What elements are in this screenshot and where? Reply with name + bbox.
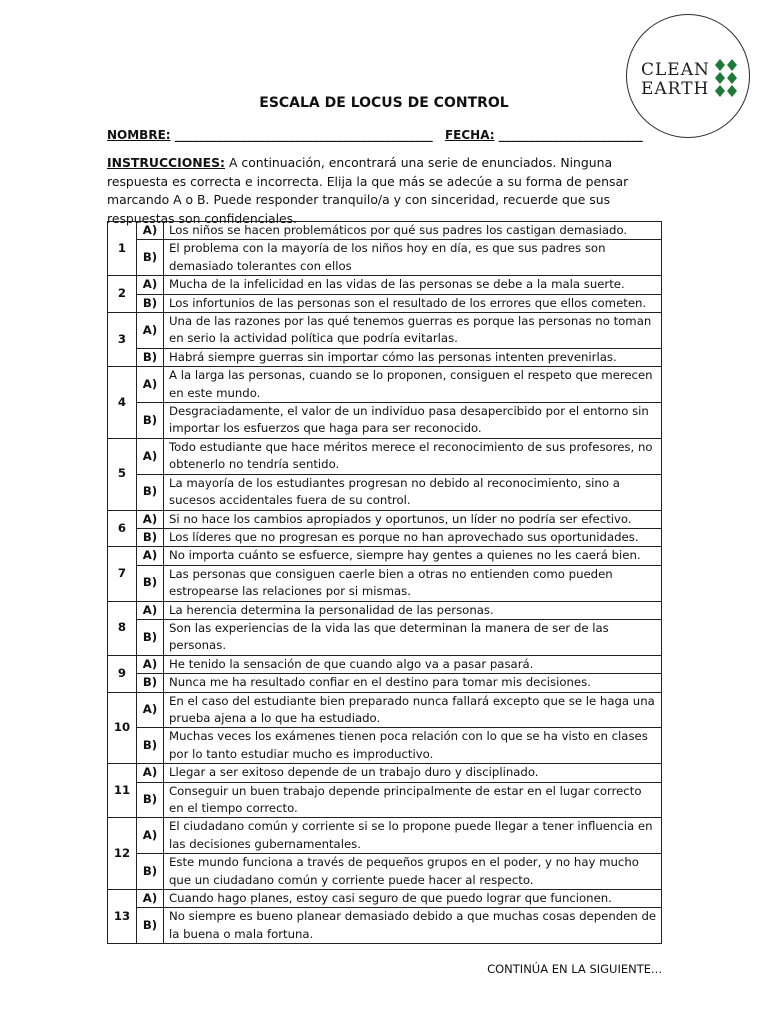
option-a-text: He tenido la sensación de que cuando algo va a pasar pasará.: [164, 655, 662, 673]
question-row: [108, 782, 662, 818]
option-b-label[interactable]: B): [137, 565, 164, 601]
option-b-label[interactable]: B): [137, 619, 164, 655]
question-number: 9: [108, 655, 137, 692]
question-row: [108, 367, 662, 403]
question-row: [108, 438, 662, 474]
question-row: [108, 565, 662, 601]
question-row: [108, 348, 662, 366]
option-b-label[interactable]: B): [137, 403, 164, 439]
question-row: [108, 890, 662, 908]
option-a-label[interactable]: A): [137, 547, 164, 565]
question-row: [108, 294, 662, 312]
form-fields: [107, 128, 643, 142]
option-a-label[interactable]: A): [137, 655, 164, 673]
question-row: [108, 474, 662, 510]
option-a-text: Mucha de la infelicidad en las vidas de las personas se debe a la mala suerte.: [164, 276, 662, 294]
question-row: [108, 692, 662, 728]
name-field[interactable]: ___________________________________________: [174, 128, 433, 142]
date-field[interactable]: ________________________: [498, 128, 643, 142]
option-b-label[interactable]: B): [137, 474, 164, 510]
option-a-label[interactable]: A): [137, 601, 164, 619]
option-a-text: Si no hace los cambios apropiados y oportunos, un líder no podría ser efectivo.: [164, 510, 662, 528]
question-row: [108, 655, 662, 673]
leaf-diamond-icon: [714, 59, 738, 97]
option-a-text: A la larga las personas, cuando se lo proponen, consiguen el respeto que merecen en este mundo.: [164, 367, 662, 403]
option-b-text: Este mundo funciona a través de pequeños grupos en el poder, y no hay mucho que un ciudadano común y corriente puede hacer al respecto.: [164, 854, 662, 890]
option-b-label[interactable]: B): [137, 528, 164, 546]
option-a-label[interactable]: A): [137, 818, 164, 854]
question-number: 11: [108, 764, 137, 818]
question-row: [108, 547, 662, 565]
option-b-label[interactable]: B): [137, 240, 164, 276]
option-a-label[interactable]: A): [137, 764, 164, 782]
option-a-text: Cuando hago planes, estoy casi seguro de que puedo lograr que funcionen.: [164, 890, 662, 908]
option-a-label[interactable]: A): [137, 890, 164, 908]
question-row: [108, 528, 662, 546]
option-b-text: Los líderes que no progresan es porque no han aprovechado sus oportunidades.: [164, 528, 662, 546]
question-number: 1: [108, 222, 137, 276]
option-b-text: Conseguir un buen trabajo depende principalmente de estar en el lugar correcto en el tiempo correcto.: [164, 782, 662, 818]
option-b-text: La mayoría de los estudiantes progresan no debido al reconocimiento, sino a sucesos accidentales fuera de su control.: [164, 474, 662, 510]
option-b-label[interactable]: B): [137, 348, 164, 366]
option-b-text: Desgraciadamente, el valor de un individuo pasa desapercibido por el entorno sin importar los esfuerzos que haga para ser reconocido.: [164, 403, 662, 439]
date-label: FECHA:: [444, 128, 495, 142]
question-row: [108, 619, 662, 655]
question-row: [108, 854, 662, 890]
clean-earth-logo: [626, 14, 750, 138]
question-number: 8: [108, 601, 137, 655]
page-title: ESCALA DE LOCUS DE CONTROL: [259, 95, 509, 111]
option-b-text: Muchas veces los exámenes tienen poca relación con lo que se ha visto en clases por lo tanto estudiar mucho es improductivo.: [164, 728, 662, 764]
question-number: 7: [108, 547, 137, 601]
option-a-label[interactable]: A): [137, 313, 164, 349]
question-number: 5: [108, 438, 137, 510]
question-number: 6: [108, 510, 137, 547]
option-a-label[interactable]: A): [137, 510, 164, 528]
logo-word-clean: CLEAN: [641, 60, 710, 80]
logo-word-earth: EARTH: [641, 79, 710, 99]
question-row: [108, 222, 662, 240]
question-row: [108, 908, 662, 944]
continue-note: CONTINÚA EN LA SIGUIENTE...: [487, 962, 662, 976]
option-a-text: No importa cuánto se esfuerce, siempre hay gentes a quienes no les caerá bien.: [164, 547, 662, 565]
option-a-label[interactable]: A): [137, 276, 164, 294]
question-row: [108, 240, 662, 276]
option-a-text: Llegar a ser exitoso depende de un trabajo duro y disciplinado.: [164, 764, 662, 782]
option-a-label[interactable]: A): [137, 438, 164, 474]
option-b-label[interactable]: B): [137, 294, 164, 312]
question-row: [108, 510, 662, 528]
question-row: [108, 764, 662, 782]
option-b-text: El problema con la mayoría de los niños hoy en día, es que sus padres son demasiado tolerantes con ellos: [164, 240, 662, 276]
question-row: [108, 313, 662, 349]
option-a-text: Una de las razones por las qué tenemos guerras es porque las personas no toman en serio la actividad política que podría evitarlas.: [164, 313, 662, 349]
question-number: 10: [108, 692, 137, 764]
question-row: [108, 601, 662, 619]
option-b-text: Las personas que consiguen caerle bien a otras no entienden como pueden estropearse las relaciones por si mismas.: [164, 565, 662, 601]
option-b-label[interactable]: B): [137, 908, 164, 944]
option-b-text: Habrá siempre guerras sin importar cómo las personas intenten prevenirlas.: [164, 348, 662, 366]
question-row: [108, 674, 662, 692]
instructions: [107, 154, 667, 228]
option-a-label[interactable]: A): [137, 222, 164, 240]
option-a-text: Los niños se hacen problemáticos por qué sus padres los castigan demasiado.: [164, 222, 662, 240]
option-a-text: En el caso del estudiante bien preparado nunca fallará excepto que se le haga una prueba ajena a lo que ha estudiado.: [164, 692, 662, 728]
option-a-label[interactable]: A): [137, 692, 164, 728]
option-b-label[interactable]: B): [137, 854, 164, 890]
question-number: 3: [108, 313, 137, 367]
question-number: 4: [108, 367, 137, 439]
option-b-text: Nunca me ha resultado confiar en el destino para tomar mis decisiones.: [164, 674, 662, 692]
question-row: [108, 403, 662, 439]
question-row: [108, 728, 662, 764]
option-b-text: Son las experiencias de la vida las que determinan la manera de ser de las personas.: [164, 619, 662, 655]
question-row: [108, 276, 662, 294]
questions-table: [107, 221, 662, 944]
option-a-text: El ciudadano común y corriente si se lo propone puede llegar a tener influencia en las decisiones gubernamentales.: [164, 818, 662, 854]
instructions-label: INSTRUCCIONES:: [107, 155, 226, 170]
question-number: 12: [108, 818, 137, 890]
option-a-text: Todo estudiante que hace méritos merece el reconocimiento de sus profesores, no obtenerlo no tendría sentido.: [164, 438, 662, 474]
option-a-label[interactable]: A): [137, 367, 164, 403]
instructions-text: A continuación, encontrará una serie de enunciados. Ninguna respuesta es correcta e incorrecta. Elija la que más se adecúe a su forma de pensar marcando A o B. Puede responder tranquilo/a y con sinceridad, recuerde que sus respuestas son confidenciales.: [107, 155, 629, 226]
option-b-text: Los infortunios de las personas son el resultado de los errores que ellos cometen.: [164, 294, 662, 312]
question-number: 2: [108, 276, 137, 313]
option-a-text: La herencia determina la personalidad de las personas.: [164, 601, 662, 619]
option-b-label[interactable]: B): [137, 674, 164, 692]
question-row: [108, 818, 662, 854]
option-b-text: No siempre es bueno planear demasiado debido a que muchas cosas dependen de la buena o mala fortuna.: [164, 908, 662, 944]
option-b-label[interactable]: B): [137, 782, 164, 818]
name-label: NOMBRE:: [107, 128, 171, 142]
option-b-label[interactable]: B): [137, 728, 164, 764]
question-number: 13: [108, 890, 137, 944]
